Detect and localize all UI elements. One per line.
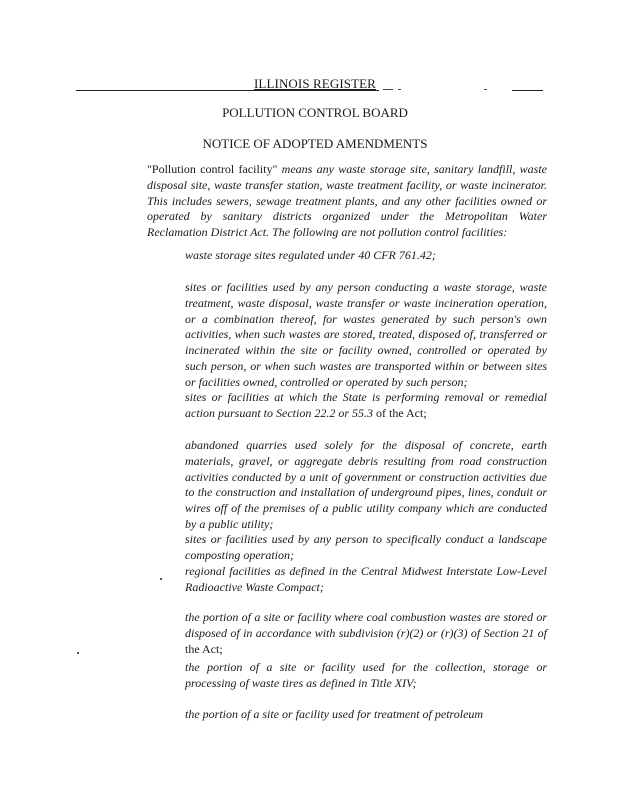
scan-speck: [160, 578, 162, 580]
exclusion-italic-text: waste storage sites regulated under 40 CFR 761.42;: [185, 248, 436, 262]
notice-title: NOTICE OF ADOPTED AMENDMENTS: [202, 136, 428, 151]
exclusion-item: [185, 390, 547, 422]
register-title: ILLINOIS REGISTER: [254, 76, 376, 91]
exclusion-italic-text: sites or facilities used by any person to specifically conduct a landscape composting operation;: [185, 532, 547, 562]
exclusion-item: [185, 564, 547, 596]
exclusion-item: [185, 248, 547, 264]
exclusion-roman-text: of the Act;: [373, 405, 427, 420]
exclusion-item: [185, 610, 547, 657]
exclusion-item: [185, 660, 547, 692]
exclusion-italic-text: regional facilities as defined in the Central Midwest Interstate Low-Level Radioactive Waste Compact;: [185, 564, 547, 594]
header-rule-fragment: [398, 89, 401, 90]
exclusion-italic-text: the portion of a site or facility used for treatment of petroleum: [185, 707, 484, 721]
definition-text: means any waste storage site, sanitary landfill, waste disposal site, waste transfer station, waste treatment facility, or waste incinerator. This includes sewers, sewage treatment plants, and any other facilities owned or operated by sanitary districts organized under the Metropolitan Water Reclamation District Act. The following are not pollution control facilities:: [147, 162, 548, 240]
exclusion-item: [185, 280, 547, 391]
exclusion-item: [185, 707, 547, 723]
exclusion-item: [185, 438, 547, 533]
definition-paragraph: [147, 162, 547, 241]
header-rule-fragment: [484, 89, 487, 90]
agency-name: POLLUTION CONTROL BOARD: [222, 105, 408, 120]
scan-speck: [77, 652, 79, 654]
exclusion-roman-text: the Act;: [185, 641, 223, 656]
exclusion-italic-text: abandoned quarries used solely for the disposal of concrete, earth materials, gravel, or aggregate debris resulting from road construction activities conducted by a unit of government or construction activities due to the construction and installation of underground pipes, lines, conduit or wires off of the premises of a public utility company which are conducted by a public utility;: [185, 438, 547, 531]
exclusion-italic-text: the portion of a site or facility where coal combustion wastes are stored or disposed of in accordance with subdivision (r)(2) or (r)(3) of Section 21 of: [185, 610, 547, 640]
exclusion-italic-text: the portion of a site or facility used for the collection, storage or processing of waste tires as defined in Title XIV;: [185, 660, 547, 690]
exclusion-italic-text: sites or facilities at which the State is performing removal or remedial action pursuant to Section 22.2 or 55.3: [185, 390, 547, 420]
header-rule-fragment: [383, 89, 393, 90]
header-rule-right: [512, 90, 543, 91]
defined-term: "Pollution control facility": [147, 162, 278, 176]
exclusion-italic-text: sites or facilities used by any person conducting a waste storage, waste treatment, waste disposal, waste transfer or waste incineration operation, or a combination thereof, for wastes generated by such person's own activities, when such wastes are stored, treated, disposed of, transferred or incinerated within the site or facility owned, controlled or operated by such person, or when such wastes are transported within or between sites or facilities owned, controlled or operated by such person;: [185, 280, 547, 389]
exclusion-item: [185, 532, 547, 564]
